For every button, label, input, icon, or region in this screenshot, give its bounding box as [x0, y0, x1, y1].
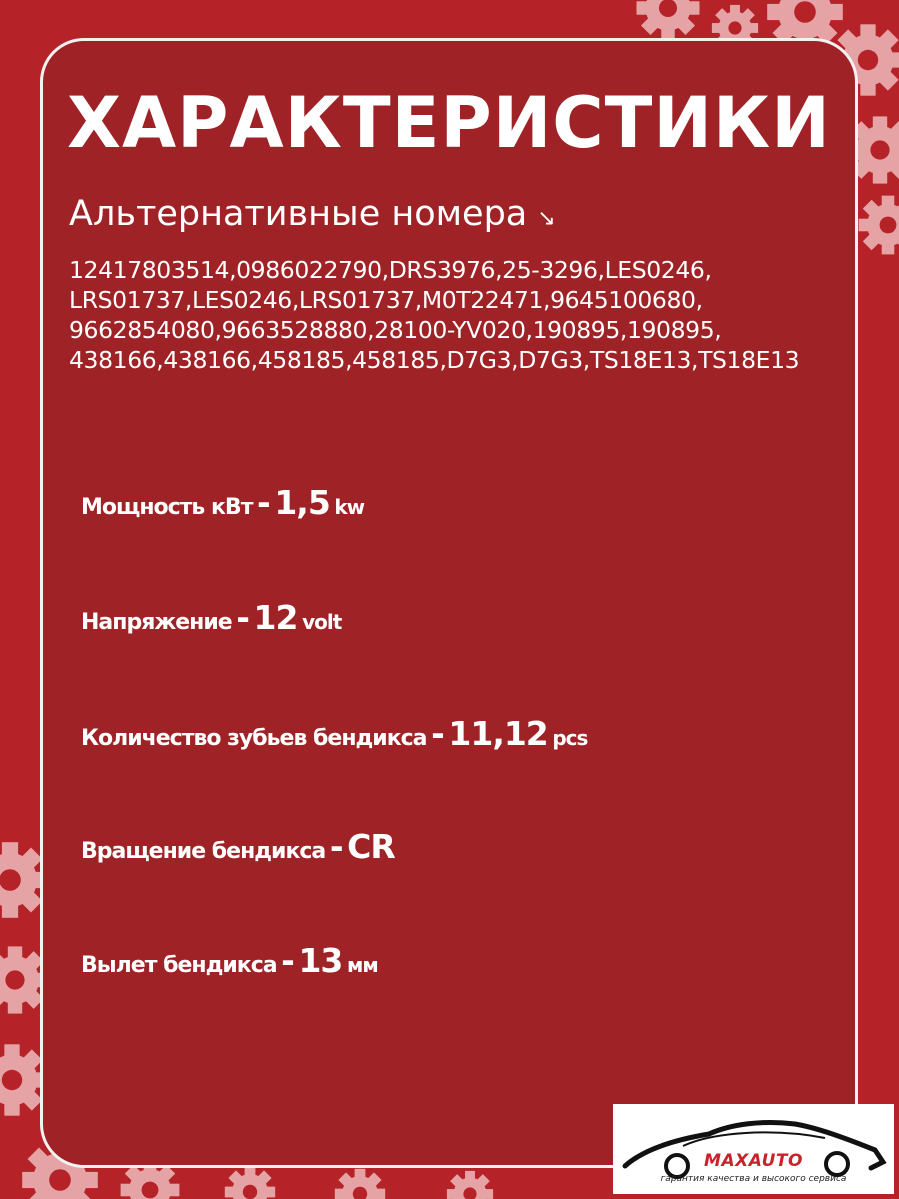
spec-value: CR	[347, 827, 395, 866]
arrow-down-right-icon: ↘	[537, 206, 556, 231]
spec-unit: мм	[346, 953, 378, 977]
alt-numbers-line: 438166,438166,458185,458185,D7G3,D7G3,TS18E13,TS18E13	[69, 346, 800, 374]
spec-separator: -	[431, 714, 444, 753]
spec-label: Количество зубьев бендикса	[81, 726, 427, 751]
spec-power	[81, 479, 364, 533]
alt-numbers-list	[69, 255, 849, 375]
spec-separator: -	[257, 483, 270, 522]
spec-separator: -	[281, 941, 294, 980]
spec-rotation	[81, 823, 395, 877]
logo-tagline: гарантия качества и высокого сервиса	[660, 1174, 847, 1184]
alt-numbers-heading	[69, 191, 556, 242]
alt-numbers-line: LRS01737,LES0246,LRS01737,M0T22471,9645100680,	[69, 286, 703, 314]
spec-offset	[81, 937, 378, 991]
spec-label: Вылет бендикса	[81, 953, 277, 978]
spec-value: 1,5	[274, 483, 330, 522]
maxauto-logo	[613, 1104, 894, 1194]
spec-value: 11,12	[448, 714, 548, 753]
spec-unit: pcs	[552, 726, 588, 750]
page-title: ХАРАКТЕРИСТИКИ	[67, 82, 831, 164]
spec-label: Вращение бендикса	[81, 839, 326, 864]
spec-separator: -	[236, 598, 249, 637]
spec-teeth-count	[81, 710, 587, 764]
specs-card	[40, 38, 858, 1168]
alt-numbers-line: 9662854080,9663528880,28100-YV020,190895,190895,	[69, 316, 722, 344]
spec-voltage	[81, 594, 341, 648]
spec-label: Напряжение	[81, 610, 232, 635]
spec-separator: -	[329, 827, 343, 866]
spec-label: Мощность кВт	[81, 495, 253, 520]
alt-numbers-line: 12417803514,0986022790,DRS3976,25-3296,LES0246,	[69, 256, 712, 284]
alt-numbers-label: Альтернативные номера	[69, 194, 528, 234]
spec-unit: volt	[302, 610, 342, 634]
logo-brand: MAXAUTO	[704, 1151, 803, 1171]
spec-value: 13	[298, 941, 343, 980]
spec-unit: kw	[334, 495, 365, 519]
spec-value: 12	[253, 598, 298, 637]
